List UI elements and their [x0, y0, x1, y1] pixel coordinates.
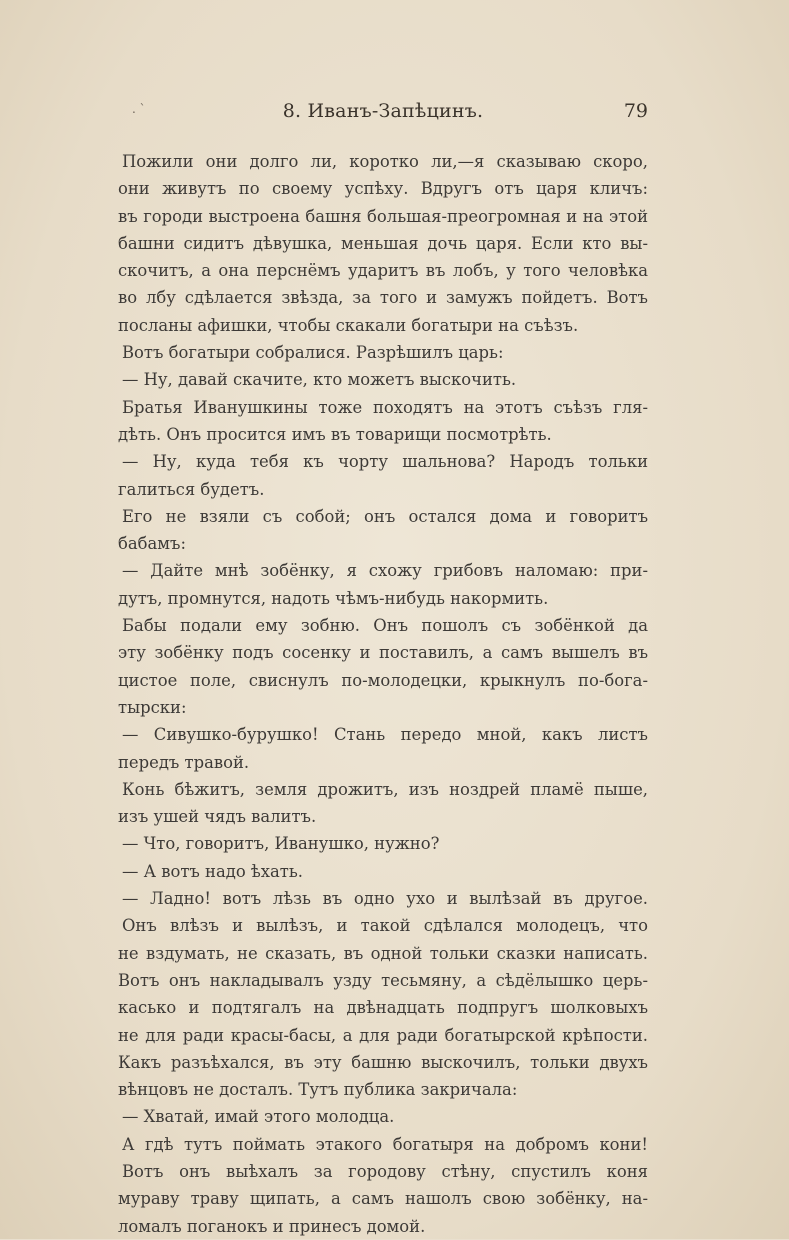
text-line: башни сидитъ дѣвушка, меньшая дочь царя. Если кто вы-: [118, 233, 648, 253]
text-line: — Ладно! вотъ лѣзь въ одно ухо и вылѣзай въ другое.: [122, 889, 648, 909]
text-line: А гдѣ тутъ поймать этакого богатыря на добромъ кони!: [122, 1134, 648, 1154]
text-line: они живутъ по своему успѣху. Вдругъ отъ царя кличъ:: [118, 179, 648, 199]
page-number: 79: [623, 100, 648, 122]
text-line: Какъ разъѣхался, въ эту башню выскочилъ, тольки двухъ: [118, 1052, 648, 1072]
text-line: Онъ влѣзъ и вылѣзъ, и такой сдѣлался молодецъ, что: [122, 916, 648, 936]
text-line: цистое поле, свиснулъ по-молодецки, крыкнулъ по-бога-: [118, 670, 648, 690]
header-mark: . `: [132, 102, 146, 116]
text-line: Братья Иванушкины тоже походятъ на этотъ съѣзъ гля-: [122, 397, 648, 417]
text-line: не вздумать, не сказать, въ одной тольки сказки написать.: [118, 943, 648, 963]
text-line: вѣнцовъ не досталъ. Тутъ публика закричала:: [118, 1080, 518, 1100]
text-line: тырски:: [118, 697, 187, 717]
text-line: изъ ушей чядъ валитъ.: [118, 807, 317, 827]
text-line: Пожили они долго ли, коротко ли,—я сказываю скоро,: [122, 152, 648, 171]
text-line: — Что, говоритъ, Иванушко, нужно?: [122, 834, 440, 854]
text-line: Его не взяли съ собой; онъ остался дома и говоритъ: [122, 506, 648, 526]
text-line: дѣть. Онъ просится имъ въ товарищи посмотрѣть.: [118, 424, 552, 444]
body-text: [118, 148, 648, 1240]
text-line: мураву траву щипать, а самъ нашолъ свою зобёнку, на-: [118, 1189, 648, 1209]
text-line: — А вотъ надо ѣхать.: [122, 861, 303, 881]
text-line: — Дайте мнѣ зобёнку, я схожу грибовъ наломаю: при-: [122, 561, 648, 581]
text-line: бабамъ:: [118, 534, 186, 554]
text-line: — Ну, куда тебя къ чорту шальнова? Народъ тольки: [122, 452, 648, 472]
running-header: [118, 100, 648, 130]
text-line: — Ну, давай скачите, кто можетъ выскочить.: [122, 370, 517, 390]
text-line: во лбу сдѣлается звѣзда, за того и замужъ пойдетъ. Вотъ: [118, 288, 648, 308]
text-line: передъ травой.: [118, 752, 250, 772]
text-line: Вотъ онъ накладывалъ узду тесьмяну, а сѣдёлышко церь-: [118, 970, 648, 990]
text-line: — Хватай, имай этого молодца.: [122, 1107, 395, 1127]
text-line: Конь бѣжитъ, земля дрожитъ, изъ ноздрей пламё пыше,: [122, 779, 648, 799]
text-line: въ городи выстроена башня большая-преогромная и на этой: [118, 206, 648, 226]
text-line: скочитъ, а она перснёмъ ударитъ въ лобъ, у того человѣка: [118, 261, 648, 281]
text-line: ломалъ поганокъ и принесъ домой.: [118, 1216, 426, 1236]
chapter-title: 8. Иванъ-Запѣцинъ.: [282, 100, 484, 122]
text-line: посланы афишки, чтобы скакали богатыри на съѣзъ.: [118, 315, 579, 335]
text-line: касько и подтягалъ на двѣнадцать подпругъ шолковыхъ: [118, 998, 648, 1018]
text-line: — Сивушко-бурушко! Стань передо мной, какъ листъ: [122, 725, 648, 745]
text-line: Вотъ богатыри собралися. Разрѣшилъ царь:: [122, 343, 504, 363]
text-line: эту зобёнку подъ сосенку и поставилъ, а самъ вышелъ въ: [118, 643, 648, 663]
text-line: Бабы подали ему зобню. Онъ пошолъ съ зобёнкой да: [122, 616, 648, 636]
text-line: Вотъ онъ выѣхалъ за городову стѣну, спустилъ коня: [122, 1161, 648, 1181]
text-line: галиться будетъ.: [118, 479, 265, 499]
text-line: дутъ, промнутся, надоть чѣмъ-нибудь накормить.: [118, 588, 549, 608]
text-line: не для ради красы-басы, а для ради богатырской крѣпости.: [118, 1025, 648, 1045]
